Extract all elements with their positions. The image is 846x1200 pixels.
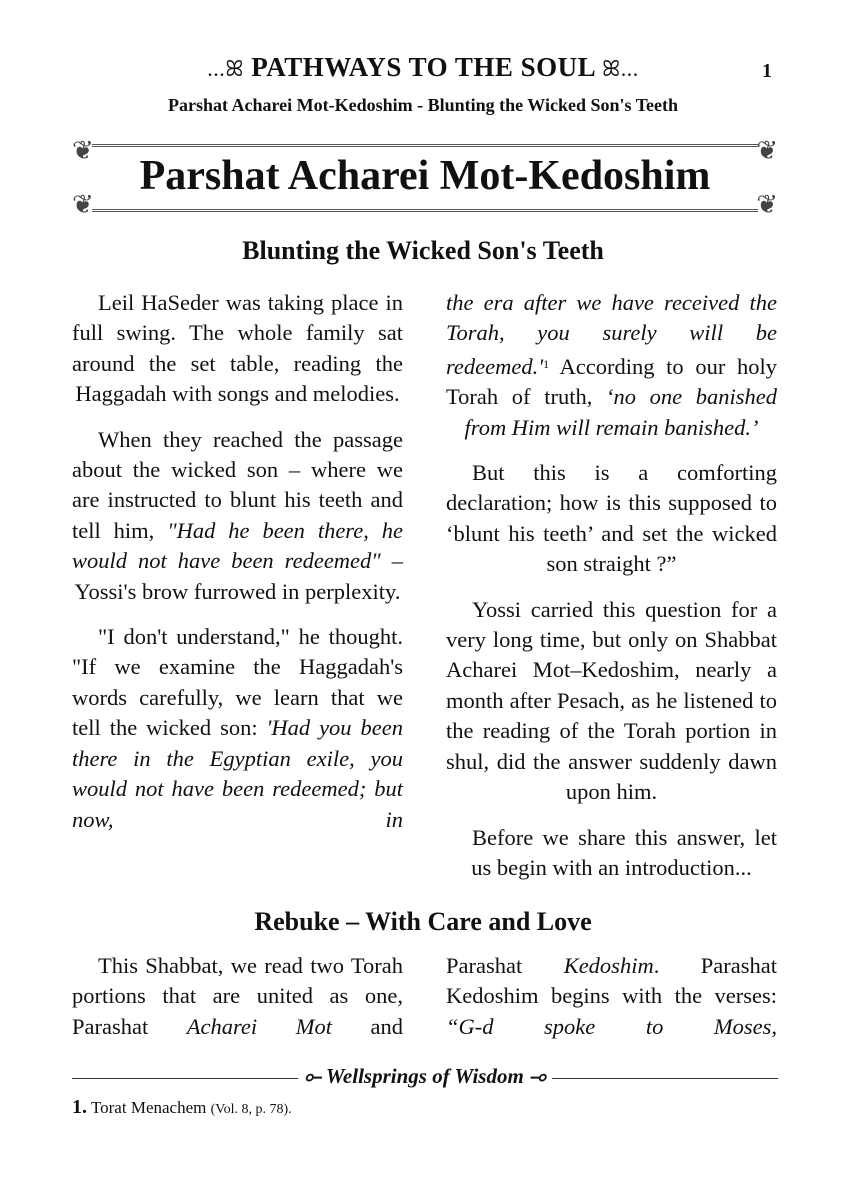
italic-quote: the era after we have received the Torah, you surely will be redeemed.'	[446, 290, 777, 379]
text-run: Parashat	[446, 953, 564, 978]
paragraph	[72, 622, 403, 835]
paragraph: But this is a comforting declaration; how is this supposed to ‘blunt his teeth’ and set the wicked son straight ?”	[446, 460, 777, 577]
paragraph: Leil HaSeder was taking place in full swing. The whole family sat around the set table, reading the Haggadah with songs and melodies.	[72, 290, 403, 407]
page-number: 1	[762, 60, 772, 82]
flourish-corner-icon: ❦	[756, 136, 778, 165]
footer-divider	[72, 1064, 778, 1090]
flourish-corner-icon: ❦	[72, 136, 94, 165]
text-run: This Shabbat, we read two Torah portions that are united as one, Parashat	[72, 953, 403, 1039]
text-run: – Yossi's brow furrowed in perplexity.	[74, 548, 403, 604]
divider-label: ⟜ Wellsprings of Wisdom ⊸	[298, 1064, 552, 1089]
italic-text: Kedoshim	[563, 953, 654, 978]
paragraph	[72, 951, 403, 1042]
running-title	[0, 52, 846, 83]
italic-text: Acharei Mot	[186, 1013, 332, 1039]
page-title: Parshat Acharei Mot-Kedoshim	[139, 153, 711, 199]
text-run: and	[331, 1013, 403, 1039]
flourish-corner-icon: ❦	[72, 190, 94, 219]
italic-quote: ‘no one banished from Him will remain banished.’	[464, 384, 777, 440]
footnote	[72, 1096, 292, 1119]
footnote-number: 1.	[72, 1096, 87, 1118]
title-banner	[72, 138, 778, 218]
text-run: . Parashat Kedoshim begins with the verses:	[446, 953, 777, 1009]
running-title-text: PATHWAYS TO THE SOUL	[251, 52, 595, 82]
italic-quote: "Had he been there, he would not have been redeemed"	[72, 517, 403, 574]
ornament-right-icon: ꕤ...	[601, 56, 639, 81]
right-column	[446, 951, 777, 1043]
left-column	[72, 951, 403, 1043]
left-column	[72, 288, 403, 850]
italic-quote: “G-d spoke to Moses,	[446, 1013, 777, 1039]
text-run: "I don't understand," he thought. "If we examine the Haggadah's words carefully, we learn that we tell the wicked son:	[72, 624, 403, 741]
paragraph	[446, 288, 777, 443]
running-subtitle: Parshat Acharei Mot-Kedoshim - Blunting the Wicked Son's Teeth	[167, 95, 679, 115]
section-heading: Blunting the Wicked Son's Teeth	[242, 236, 604, 265]
footnote-text: Torat Menachem	[90, 1098, 207, 1117]
footnote-ref[interactable]: 1	[543, 356, 550, 371]
paragraph: Yossi carried this question for a very long time, but only on Shabbat Acharei Mot–Kedoshim, nearly a month after Pesach, as he listened to the reading of the Torah portion in shul, did the answer suddenly dawn upon him.	[446, 596, 777, 805]
divider-label-text: Wellsprings of Wisdom	[325, 1064, 524, 1088]
section-heading: Rebuke – With Care and Love	[254, 907, 592, 936]
italic-quote: 'Had you been there in the Egyptian exile, you would not have been redeemed; but now, in	[72, 715, 403, 832]
text-run: According to our holy Torah of truth,	[446, 353, 777, 410]
text-run: When they reached the passage about the wicked son – where we are instructed to blunt his teeth and tell him,	[72, 426, 403, 543]
flourish-corner-icon: ❦	[756, 190, 778, 219]
paragraph: Before we share this answer, let us begin with an introduction...	[471, 824, 777, 880]
footnote-citation: (Vol. 8, p. 78).	[210, 1102, 292, 1117]
paragraph	[446, 951, 777, 1042]
paragraph	[72, 425, 403, 607]
right-column	[446, 288, 777, 898]
ornament-left-icon: ...ꕤ	[207, 56, 245, 81]
